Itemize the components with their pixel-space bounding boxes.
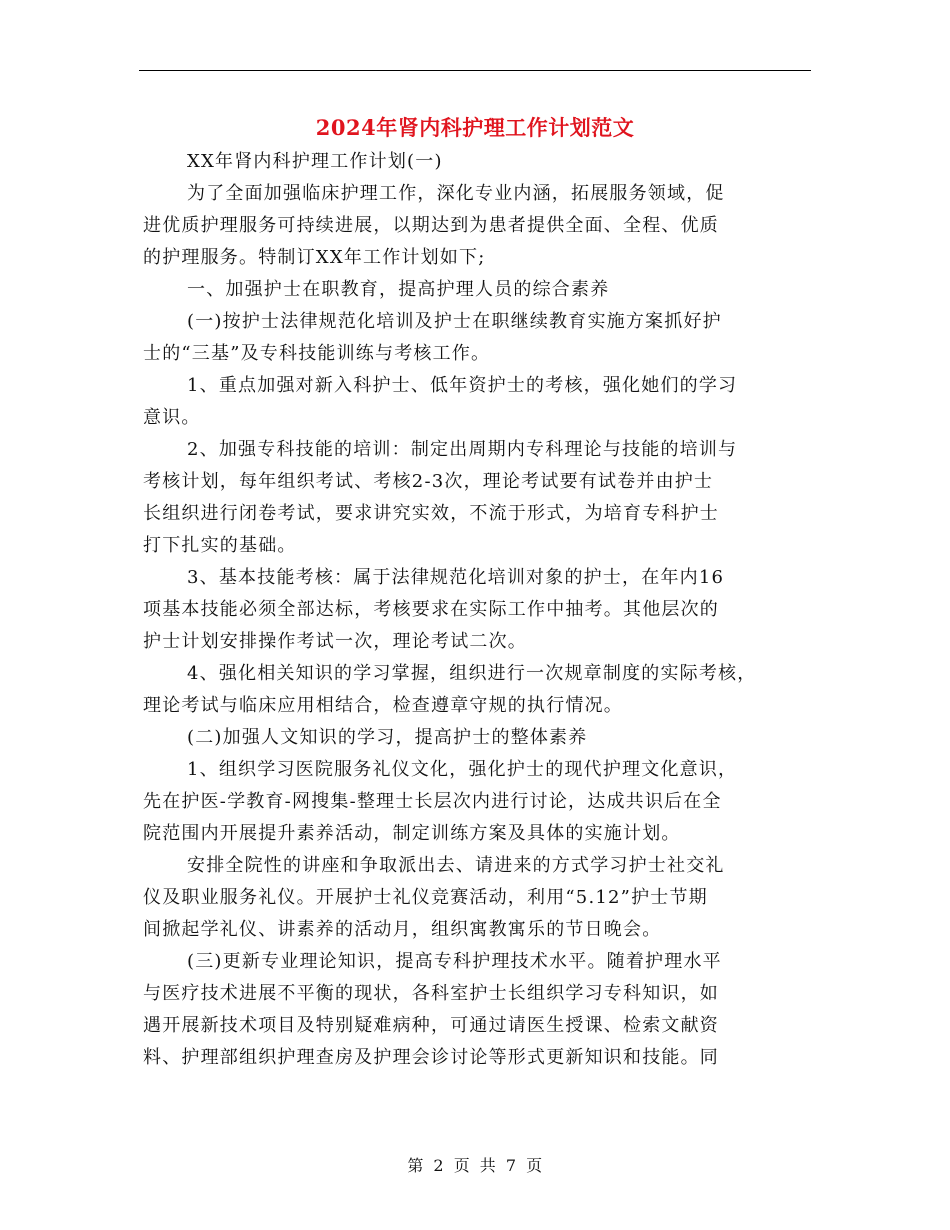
body-text-line: 遇开展新技术项目及特别疑难病种，可通过请医生授课、检索文献资 [143,1015,719,1036]
body-text-line: 为了全面加强临床护理工作，深化专业内涵，拓展服务领域，促 [187,183,725,204]
body-text-line: 3、基本技能考核：属于法律规范化培训对象的护士，在年内16 [187,567,725,588]
body-text-line: 2、加强专科技能的培训：制定出周期内专科理论与技能的培训与 [187,439,738,460]
body-text-line: 的护理服务。特制订XX年工作计划如下; [143,247,486,268]
body-text-line: 院范围内开展提升素养活动，制定训练方案及具体的实施计划。 [143,823,681,844]
body-text-line: 理论考试与临床应用相结合，检查遵章守规的执行情况。 [143,695,623,716]
body-text-line: XX年肾内科护理工作计划(一) [187,151,443,172]
body-text-line: 仪及职业服务礼仪。开展护士礼仪竞赛活动，利用“5.12”护士节期 [143,887,708,908]
body-text-line: 4、强化相关知识的学习掌握，组织进行一次规章制度的实际考核， [187,663,757,684]
body-text-line: 间掀起学礼仪、讲素养的活动月，组织寓教寓乐的节日晚会。 [143,919,662,940]
body-text-line: 长组织进行闭卷考试，要求讲究实效，不流于形式，为培育专科护士 [143,503,719,524]
body-text-line: 进优质护理服务可持续进展，以期达到为患者提供全面、全程、优质 [143,215,719,236]
body-text-line: 1、重点加强对新入科护士、低年资护士的考核，强化她们的学习 [187,375,738,396]
body-text-line: 料、护理部组织护理查房及护理会诊讨论等形式更新知识和技能。同 [143,1047,719,1068]
body-text-line: 士的“三基”及专科技能训练与考核工作。 [143,343,491,364]
body-text-line: 打下扎实的基础。 [143,535,297,556]
body-text-line: 项基本技能必须全部达标，考核要求在实际工作中抽考。其他层次的 [143,599,719,620]
body-text-line: 1、组织学习医院服务礼仪文化，强化护士的现代护理文化意识， [187,759,738,780]
document-title: 2024年肾内科护理工作计划范文 [315,115,635,140]
body-text-line: (一)按护士法律规范化培训及护士在职继续教育实施方案抓好护 [187,311,722,332]
body-text-line: 护士计划安排操作考试一次，理论考试二次。 [143,631,527,652]
document-body [143,146,815,1074]
body-text-line: 先在护医-学教育-网搜集-整理士长层次内进行讨论，达成共识后在全 [143,791,722,812]
header-rule [139,70,811,71]
body-text-line: (三)更新专业理论知识，提高专科护理技术水平。随着护理水平 [187,951,722,972]
body-text-line: 与医疗技术进展不平衡的现状，各科室护士长组织学习专科知识，如 [143,983,719,1004]
body-text-line: 考核计划，每年组织考试、考核2-3次，理论考试要有试卷并由护士 [143,471,714,492]
body-text-line: 一、加强护士在职教育，提高护理人员的综合素养 [187,279,610,300]
body-text-line: 安排全院性的讲座和争取派出去、请进来的方式学习护士社交礼 [187,855,725,876]
body-text-line: (二)加强人文知识的学习，提高护士的整体素养 [187,727,588,748]
page-number-footer: 第 2 页 共 7 页 [407,1156,543,1175]
body-text-line: 意识。 [143,407,201,428]
